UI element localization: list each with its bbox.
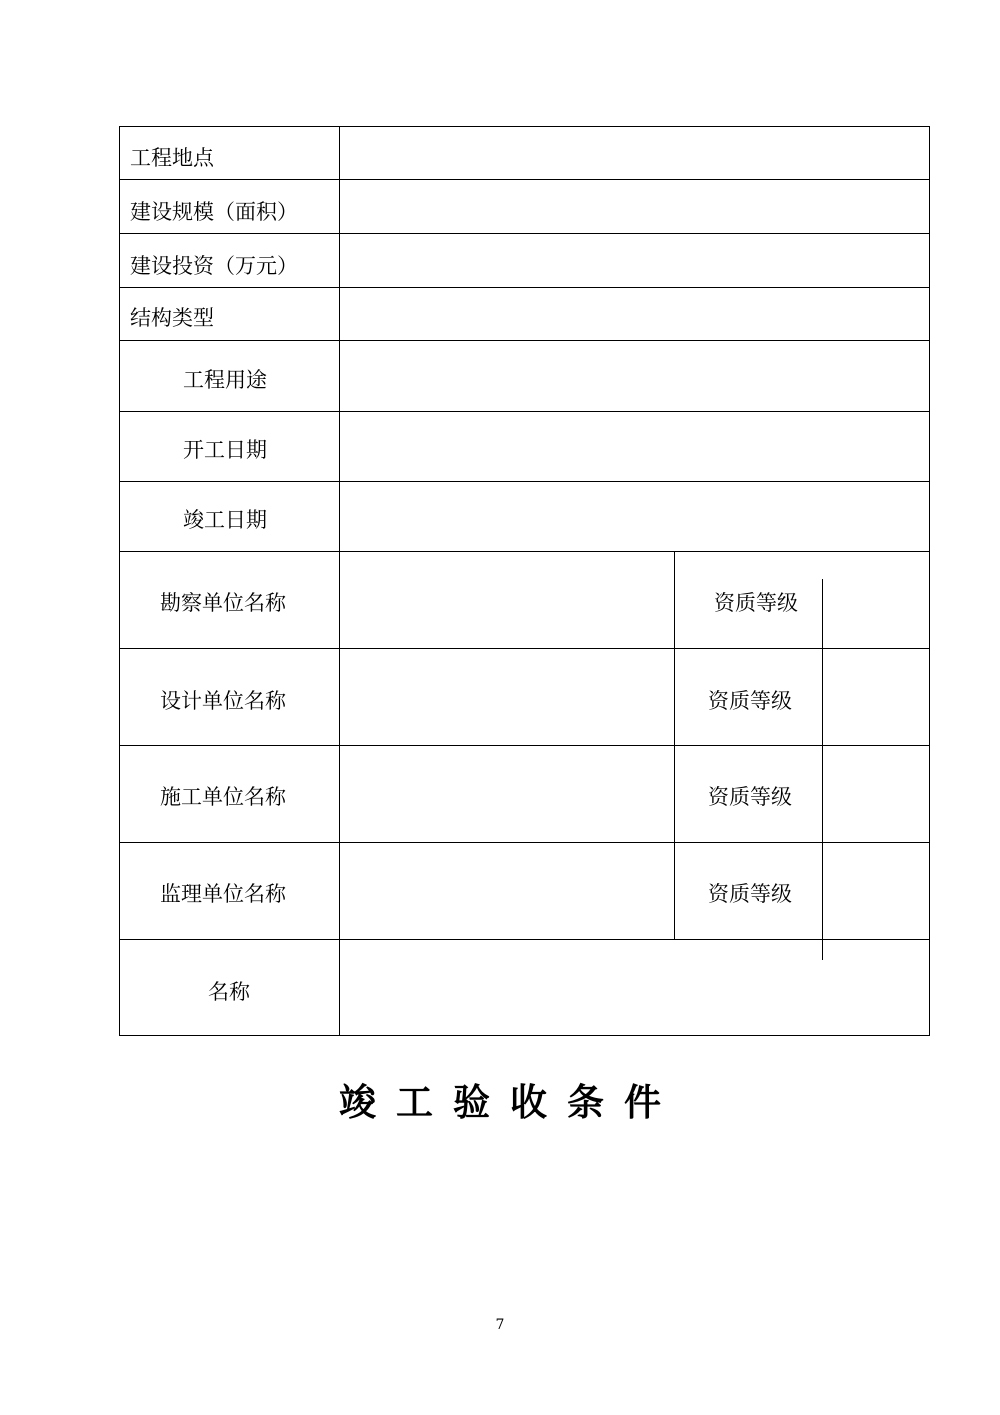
qual-value-cell-design[interactable] <box>824 650 928 744</box>
value-cell-name[interactable] <box>341 941 928 1034</box>
row-label-construction-unit: 施工单位名称 <box>160 785 286 809</box>
row-divider <box>119 481 930 482</box>
value-cell-construction-unit[interactable] <box>341 747 673 841</box>
row-divider <box>119 179 930 180</box>
row-label-completion-date: 竣工日期 <box>183 508 267 532</box>
page-number: 7 <box>495 1317 505 1333</box>
qual-label-construction: 资质等级 <box>708 785 792 809</box>
row-divider <box>119 648 930 649</box>
qual-value-cell-survey[interactable] <box>824 553 928 647</box>
row-label-survey-unit: 勘察单位名称 <box>160 591 286 615</box>
qual-value-divider <box>822 579 823 960</box>
qual-label-supervision: 资质等级 <box>708 882 792 906</box>
row-divider <box>119 551 930 552</box>
row-divider <box>119 233 930 234</box>
row-label-supervision-unit: 监理单位名称 <box>160 882 286 906</box>
value-cell-completion-date[interactable] <box>341 483 928 550</box>
row-divider <box>119 340 930 341</box>
row-label-start-date: 开工日期 <box>183 438 267 462</box>
column-divider <box>339 126 340 1036</box>
row-divider <box>119 842 930 843</box>
row-label-structure: 结构类型 <box>130 306 214 330</box>
qual-value-cell-supervision[interactable] <box>824 844 928 938</box>
row-divider <box>119 939 930 940</box>
value-cell-structure[interactable] <box>341 289 928 339</box>
value-cell-design-unit[interactable] <box>341 650 673 744</box>
row-divider <box>119 287 930 288</box>
value-cell-investment[interactable] <box>341 236 928 286</box>
row-divider <box>119 745 930 746</box>
unit-qual-divider <box>674 551 675 940</box>
form-border-left <box>119 126 120 1036</box>
row-label-investment: 建设投资（万元） <box>130 254 298 278</box>
row-label-design-unit: 设计单位名称 <box>160 689 286 713</box>
value-cell-purpose[interactable] <box>341 343 928 410</box>
section-title: 竣工验收条件 <box>339 1081 681 1124</box>
row-divider <box>119 411 930 412</box>
form-border-top <box>119 126 930 127</box>
value-cell-start-date[interactable] <box>341 413 928 480</box>
qual-label-survey: 资质等级 <box>714 591 798 615</box>
project-info-form <box>119 126 930 1036</box>
value-cell-supervision-unit[interactable] <box>341 844 673 938</box>
value-cell-location[interactable] <box>341 128 928 178</box>
form-border-bottom <box>119 1035 930 1036</box>
qual-value-cell-construction[interactable] <box>824 747 928 841</box>
form-border-right <box>929 126 930 1036</box>
row-label-location: 工程地点 <box>130 146 214 170</box>
row-label-name: 名称 <box>208 980 250 1004</box>
qual-label-design: 资质等级 <box>708 689 792 713</box>
row-label-purpose: 工程用途 <box>183 368 267 392</box>
row-label-scale: 建设规模（面积） <box>130 200 298 224</box>
value-cell-survey-unit[interactable] <box>341 553 673 647</box>
value-cell-scale[interactable] <box>341 182 928 232</box>
